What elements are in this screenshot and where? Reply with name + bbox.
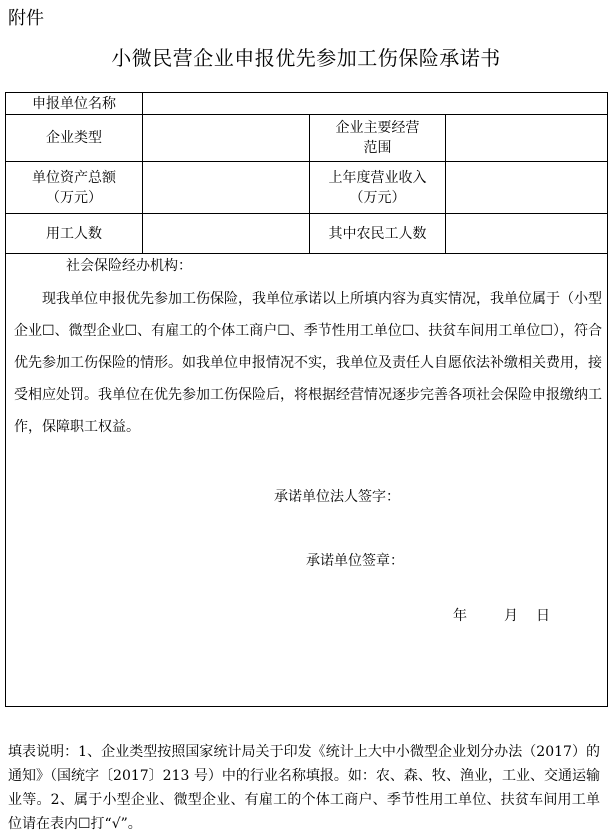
last-year-revenue-label: 上年度营业收入 (328, 169, 427, 186)
last-year-revenue-label-cell (310, 162, 446, 214)
pledge-cell (6, 254, 608, 707)
signature-date (434, 606, 550, 626)
migrant-worker-count-field[interactable] (446, 214, 608, 254)
total-assets-unit: （万元） (46, 189, 102, 206)
last-year-revenue-unit: （万元） (349, 189, 406, 206)
employee-count-label: 用工人数 (6, 214, 143, 254)
unit-name-row (6, 93, 608, 115)
last-year-revenue-field[interactable] (446, 162, 608, 214)
pledge-body-text: 现我单位申报优先参加工伤保险，我单位承诺以上所填内容为真实情况，我单位属于（小型企业☐、微型企业☐、有雇工的个体工商户☐、季节性用工单位☐、扶贫车间用工单位☐），符合优先参加工伤保险的情形。如我单位申报情况不实，我单位及责任人自愿依法补缴相关费用，接受相应处罚。我单位在优先参加工伤保险后，将根据经营情况逐步完善各项社会保险申报缴纳工作，保障职工权益。 (14, 291, 602, 435)
unit-name-label: 申报单位名称 (6, 93, 143, 115)
unit-seal-label: 承诺单位签章： (306, 553, 404, 569)
date-day-label: 日 (536, 608, 550, 624)
business-scope-field[interactable] (446, 115, 608, 162)
company-type-field[interactable] (143, 115, 310, 162)
attachment-label: 附件 (8, 8, 44, 29)
total-assets-field[interactable] (143, 162, 310, 214)
assets-revenue-row (6, 162, 608, 214)
migrant-worker-count-label: 其中农民工人数 (310, 214, 446, 254)
business-scope-label: 企业主要经营范围 (310, 115, 446, 162)
document-title: 小微民营企业申报优先参加工伤保险承诺书 (111, 46, 501, 70)
company-type-row (6, 115, 608, 162)
pledge-row (6, 254, 608, 707)
pledge-addressee: 社会保险经办机构： (66, 258, 192, 274)
pledge-form-table (5, 92, 608, 707)
employee-count-field[interactable] (143, 214, 310, 254)
company-type-label: 企业类型 (6, 115, 143, 162)
unit-name-field[interactable] (143, 93, 608, 115)
total-assets-label-cell (6, 162, 143, 214)
legal-rep-signature-label: 承诺单位法人签字： (274, 489, 400, 505)
date-year-label: 年 (453, 608, 467, 624)
employee-row (6, 214, 608, 254)
date-month-label: 月 (504, 608, 518, 624)
filling-instructions: 填表说明：1、企业类型按照国家统计局关于印发《统计上大中小微型企业划分办法（2017）的通知》（国统字〔2017〕213 号）中的行业名称填报。如：农、森、牧、渔业，工业、交通运输业等。2、属于小型企业、微型企业、有雇工的个体工商户、季节性用工单位、扶贫车间用工单位请在表内☐打“√”。 (8, 744, 600, 832)
pledge-section (6, 254, 608, 706)
total-assets-label: 单位资产总额 (32, 169, 116, 186)
